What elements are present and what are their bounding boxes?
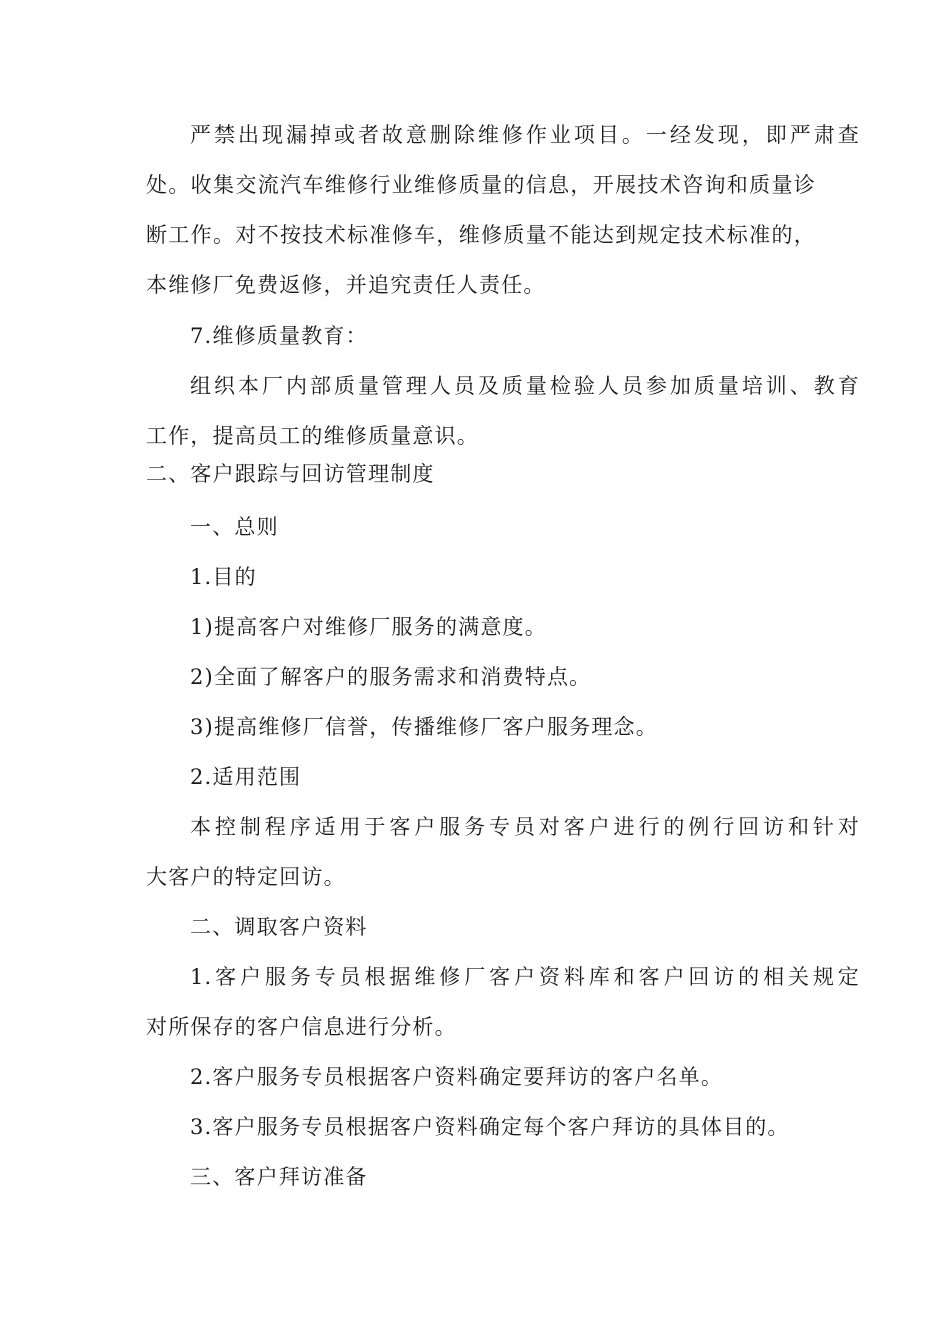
paragraph-line: 断工作。对不按技术标准修车，维修质量不能达到规定技术标准的， [146, 223, 816, 247]
paragraph-line: 2.客户服务专员根据客户资料确定要拜访的客户名单。 [190, 1065, 724, 1089]
section-heading: 三、客户拜访准备 [190, 1165, 368, 1189]
paragraph-line: 严禁出现漏掉或者故意删除维修作业项目。一经发现，即严肃查 [190, 123, 860, 147]
paragraph-line: 工作，提高员工的维修质量意识。 [146, 424, 479, 448]
section-heading: 7.维修质量教育： [190, 324, 368, 348]
paragraph-line: 本维修厂免费返修，并追究责任人责任。 [146, 273, 546, 297]
paragraph-line: 3.客户服务专员根据客户资料确定每个客户拜访的具体目的。 [190, 1115, 790, 1139]
paragraph-line: 大客户的特定回访。 [146, 865, 346, 889]
paragraph-line: 组织本厂内部质量管理人员及质量检验人员参加质量培训、教育 [190, 374, 860, 398]
subsection-heading: 2.适用范围 [190, 765, 302, 789]
subsection-heading: 1.目的 [190, 565, 257, 589]
paragraph-line: 对所保存的客户信息进行分析。 [146, 1015, 457, 1039]
chapter-heading: 二、客户跟踪与回访管理制度 [146, 462, 435, 486]
paragraph-line: 本控制程序适用于客户服务专员对客户进行的例行回访和针对 [190, 815, 860, 839]
list-item: 3)提高维修厂信誉，传播维修厂客户服务理念。 [190, 715, 658, 739]
list-item: 1)提高客户对维修厂服务的满意度。 [190, 615, 547, 639]
paragraph-line: 1.客户服务专员根据维修厂客户资料库和客户回访的相关规定 [190, 965, 860, 989]
section-heading: 一、总则 [190, 515, 279, 539]
paragraph-line: 处。收集交流汽车维修行业维修质量的信息，开展技术咨询和质量诊 [146, 173, 816, 197]
list-item: 2)全面了解客户的服务需求和消费特点。 [190, 665, 592, 689]
section-heading: 二、调取客户资料 [190, 915, 368, 939]
